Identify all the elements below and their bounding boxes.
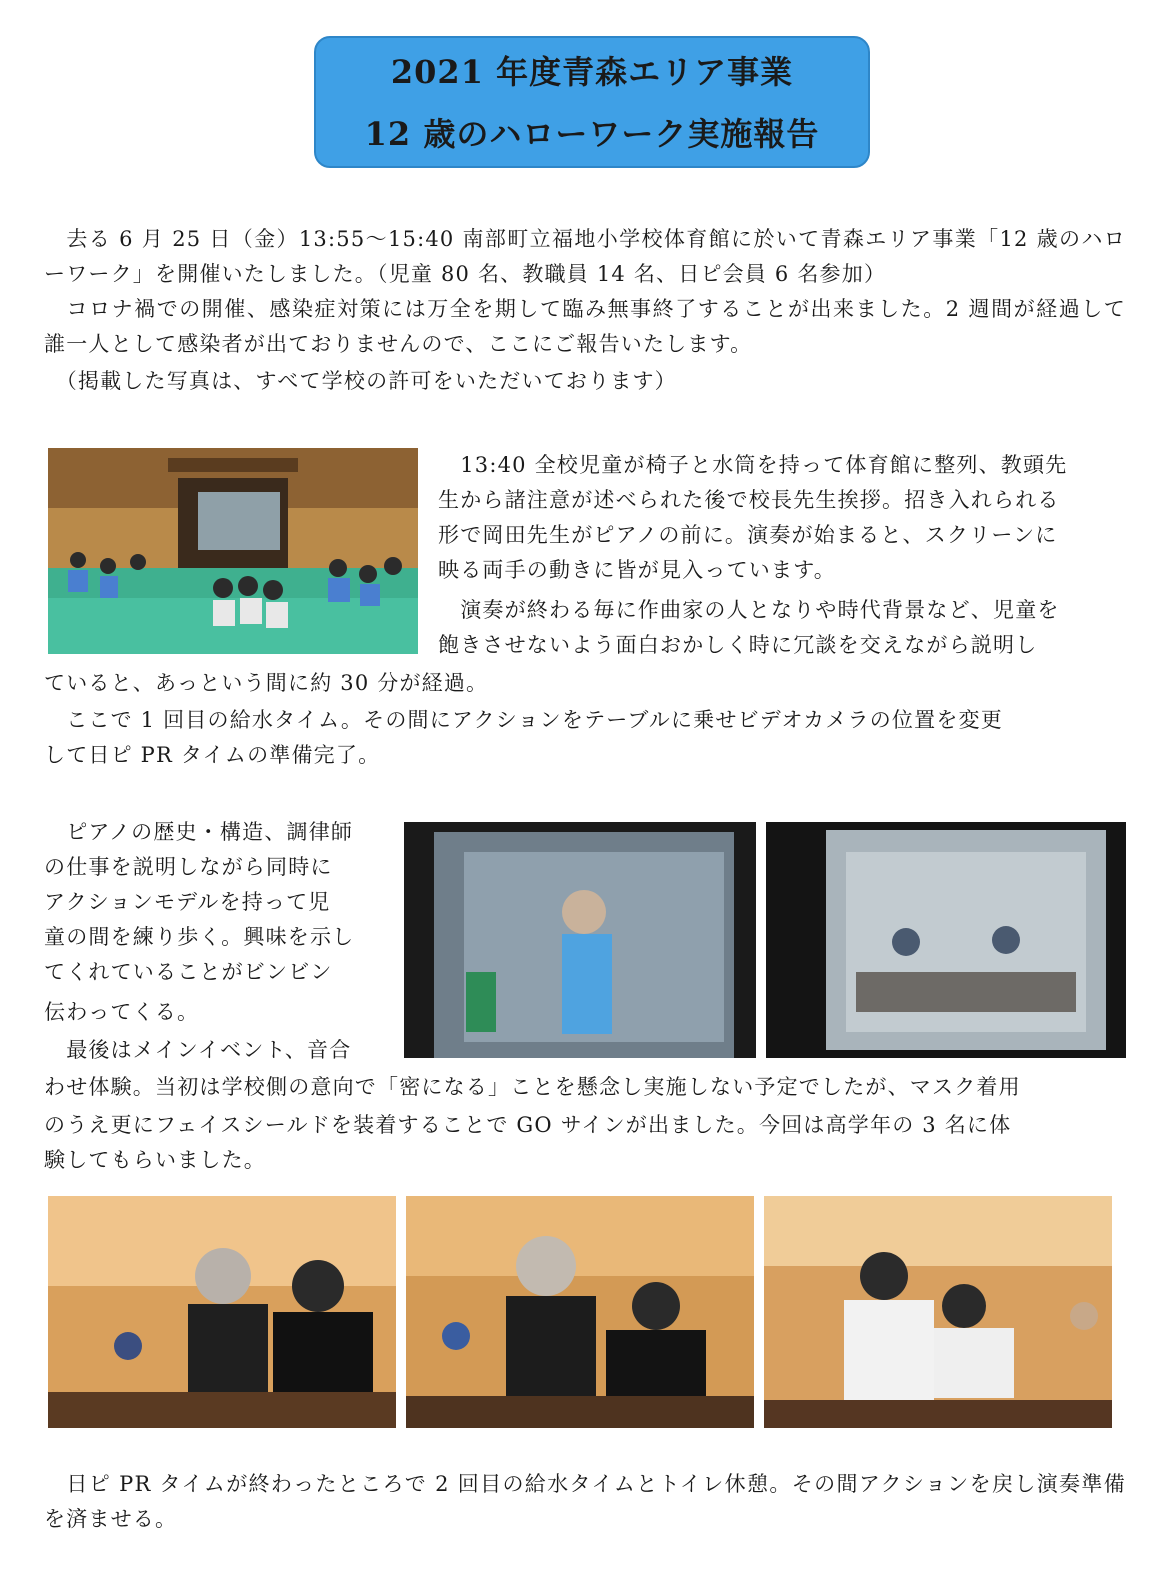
s1-line-4: 映る両手の動きに皆が見入っています。: [438, 558, 836, 582]
tuning-photo-3: [764, 1196, 1112, 1428]
s2-line-2: の仕事を説明しながら同時に: [44, 855, 333, 879]
title-banner: [314, 36, 870, 168]
s2-full-line-2: のうえ更にフェイスシールドを装着することで GO サインが出ました。今回は高学年の 3 名に体: [44, 1113, 1012, 1137]
s2-line-1: ピアノの歴史・構造、調律師: [44, 820, 354, 844]
closing-paragraph: 日ピ PR タイムが終わったところで 2 回目の給水タイムとトイレ休憩。その間アクションを戻し演奏準備を済ませる。: [44, 1472, 1126, 1531]
s2-line-7: 最後はメインイベント、音合: [44, 1038, 352, 1062]
s2-line-6: 伝わってくる。: [44, 1000, 200, 1024]
s1-line-6: 飽きさせないよう面白おかしく時に冗談を交えながら説明し: [438, 633, 1038, 657]
s2-line-4: 童の間を練り歩く。興味を示し: [44, 925, 355, 949]
intro-paragraph-1: 去る 6 月 25 日（金）13:55〜15:40 南部町立福地小学校体育館に於いて青森エリア事業「12 歳のハローワーク」を開催いたしました。（児童 80 名、教職員 14 名、日ピ会員 6 名参加）: [44, 227, 1126, 286]
s2-full-line-1: わせ体験。当初は学校側の意向で「密になる」ことを懸念し実施しない予定でしたが、マスク着用: [44, 1075, 1021, 1099]
s1-full-line-2: ここで 1 回目の給水タイム。その間にアクションをテーブルに乗せビデオカメラの位置を変更: [44, 708, 1003, 732]
s1-line-5: 演奏が終わる毎に作曲家の人となりや時代背景など、児童を: [438, 598, 1060, 622]
s1-full-line-1: ていると、あっという間に約 30 分が経過。: [44, 671, 489, 695]
s1-full-line-3: して日ピ PR タイムの準備完了。: [44, 743, 381, 767]
s1-line-3: 形で岡田先生がピアノの前に。演奏が始まると、スクリーンに: [438, 523, 1058, 547]
s2-line-5: てくれていることがビンビン: [44, 960, 333, 984]
gymnasium-photo: [48, 448, 418, 654]
title-line-1: 2021 年度青森エリア事業: [390, 53, 794, 91]
tuning-photo-2: [406, 1196, 754, 1428]
intro-paragraph-2: コロナ禍での開催、感染症対策には万全を期して臨み無事終了することが出来ました。2 週間が経過して誰一人として感染者が出ておりませんので、ここにご報告いたします。: [44, 297, 1126, 356]
screen-photo-action: [766, 822, 1126, 1058]
s1-line-1: 13:40 全校児童が椅子と水筒を持って体育館に整列、教頭先: [438, 453, 1068, 477]
screen-photo-presenter: [404, 822, 756, 1058]
s2-line-3: アクションモデルを持って児: [44, 890, 331, 914]
tuning-photo-1: [48, 1196, 396, 1428]
s1-line-2: 生から諸注意が述べられた後で校長先生挨拶。招き入れられる: [438, 488, 1060, 512]
intro-paragraph-3: （掲載した写真は、すべて学校の許可をいただいております）: [44, 369, 677, 393]
s2-full-line-3: 験してもらいました。: [44, 1148, 266, 1172]
title-line-2: 12 歳のハローワーク実施報告: [364, 115, 820, 153]
